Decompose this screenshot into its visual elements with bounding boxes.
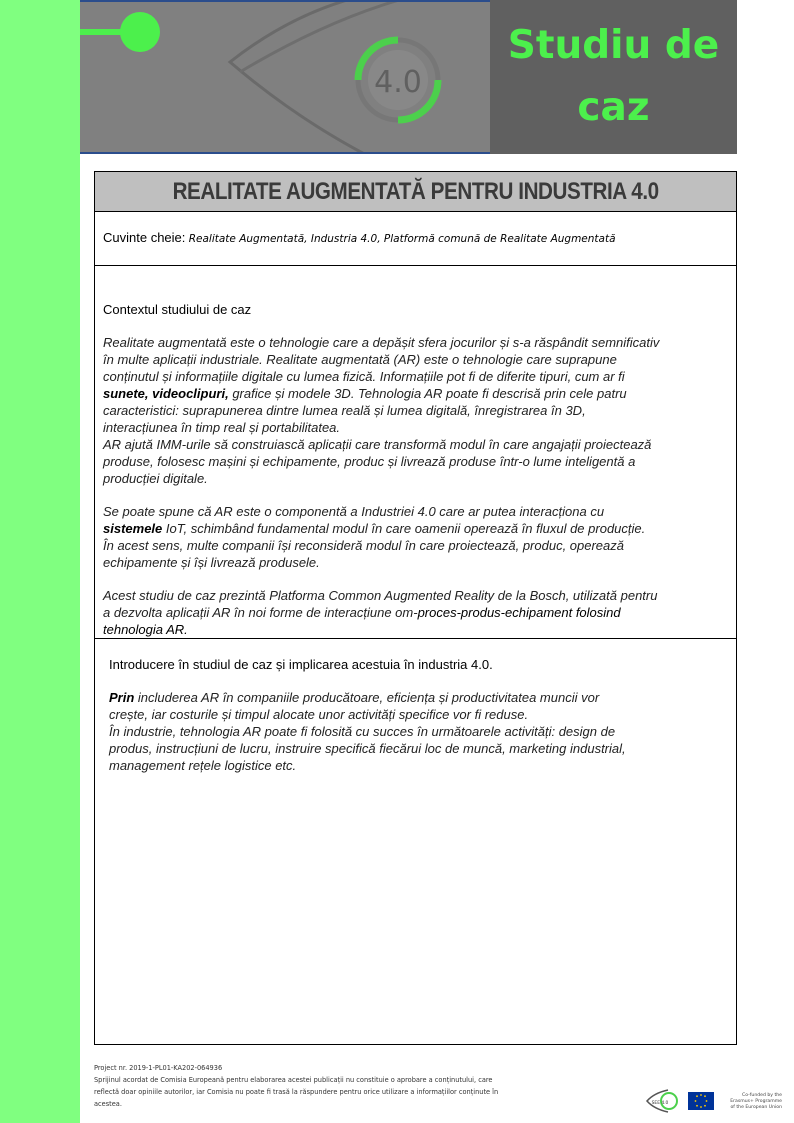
text-span: IoT, schimbând fundamental modul în care oamenii operează în fluxul de producție. (162, 521, 646, 536)
keywords-value: Realitate Augmentată, Industria 4.0, Platformă comună de Realitate Augmentată (185, 233, 616, 245)
disclaimer-line: reflectă doar opiniile autorilor, iar Comisia nu poate fi trasă la răspundere pentru orice utilizare a informațiilor conținute în (94, 1088, 499, 1096)
text-line: crește, iar costurile și timpul alocate unor activități specifice vor fi reduse. (109, 707, 529, 722)
document-title: REALITATE AUGMENTATĂ PENTRU INDUSTRIA 4.0 (172, 177, 659, 205)
text-line (103, 385, 730, 402)
text-line: caracteristici: suprapunerea dintre lumea reală și lumea digitală, înregistrarea în 3D, (103, 403, 586, 418)
disclaimer-line: acestea. (94, 1100, 122, 1108)
context-paragraph-1 (103, 334, 730, 487)
bold-phrase: Prin (109, 690, 135, 705)
page-header (80, 0, 737, 154)
text-span: a dezvolta aplicații AR în noi forme de interacțiune om- (103, 605, 418, 620)
partner-logos (644, 1087, 784, 1115)
bold-phrase: sunete, videoclipuri, (103, 386, 229, 401)
industry-4-0-logo-graphic (80, 2, 490, 152)
text-line: echipamente și își livrează produsele. (103, 555, 320, 570)
text-line: AR ajută IMM-urile să construiască aplicații care transformă modul în care angajații proiectează (103, 437, 652, 452)
footer-logos (644, 1087, 784, 1115)
left-green-band (0, 0, 80, 1123)
text-line: produse, folosesc mașini și echipamente, produc și livrează produse într-o lume inteligentă a (103, 454, 636, 469)
text-line: tehnologia AR. (103, 622, 188, 637)
eu-text-line: Co-funded by the (742, 1093, 782, 1098)
text-span-dark: proces-produs-echipament folosind (417, 605, 621, 620)
text-line: interacțiunea în timp real și portabilitatea. (103, 420, 341, 435)
keywords-label: Cuvinte cheie: (103, 230, 186, 245)
text-line: Acest studiu de caz prezintă Platforma Common Augmented Reality de la Bosch, utilizată pentru (103, 588, 658, 603)
eu-text-line: of the European Union (730, 1105, 782, 1110)
see-logo-text: SEE 4.0 (651, 1101, 669, 1106)
text-line: producției digitale. (103, 471, 208, 486)
text-line: în multe aplicații industriale. Realitate augmentată (AR) este o tehnologie care suprapune (103, 352, 617, 367)
context-paragraph-3 (103, 587, 730, 638)
text-line (103, 604, 730, 621)
header-graphic (80, 0, 490, 154)
keywords-row (95, 212, 736, 266)
document-title-bar (95, 172, 736, 212)
project-number: Project nr. 2019-1-PL01-KA202-064936 (94, 1064, 223, 1072)
badge-text: 4.0 (374, 65, 422, 100)
text-line: management rețele logistice etc. (109, 758, 297, 773)
bold-phrase: sistemele (103, 521, 163, 536)
text-line: În industrie, tehnologia AR poate fi folosită cu succes în următoarele activități: design de (109, 724, 616, 739)
text-line (103, 520, 730, 537)
text-line: conținutul și informațiile digitale cu lumea fizică. Informațiile pot fi de diferite tipuri, cum ar fi (103, 369, 625, 384)
connector-dot-icon (120, 12, 160, 52)
footer-disclaimer (94, 1062, 574, 1110)
introduction-section (95, 639, 736, 1044)
text-line: În acest sens, multe companii își reconsideră modul în care proiectează, produc, operează (103, 538, 624, 553)
eu-text-line: Erasmus+ Programme (730, 1099, 782, 1104)
header-title-box (490, 0, 737, 154)
text-line: Se poate spune că AR este o componentă a Industriei 4.0 care ar putea interacționa cu (103, 504, 605, 519)
case-study-frame (94, 171, 737, 1045)
introduction-paragraph (109, 689, 726, 774)
text-line: produs, instrucțiuni de lucru, instruire specifică fiecărui loc de muncă, marketing industrial, (109, 741, 626, 756)
context-paragraph-2 (103, 503, 730, 571)
context-heading: Contextul studiului de caz (103, 302, 252, 317)
header-title-line-1: Studiu de (507, 23, 720, 68)
context-section (95, 266, 736, 639)
disclaimer-line: Sprijinul acordat de Comisia Europeană pentru elaborarea acestei publicații nu constituie o aprobare a conținutului, care (94, 1076, 493, 1084)
text-span: grafice și modele 3D. Tehnologia AR poate fi descrisă prin cele patru (228, 386, 627, 401)
header-title-line-2: caz (577, 85, 650, 130)
text-span: includerea AR în companiile producătoare, eficiența și productivitatea muncii vor (134, 690, 600, 705)
introduction-heading: Introducere în studiul de caz și implicarea acestuia în industria 4.0. (109, 657, 493, 672)
text-line: Realitate augmentată este o tehnologie care a depășit sfera jocurilor și s-a răspândit semnificativ (103, 335, 660, 350)
text-line (109, 689, 726, 706)
